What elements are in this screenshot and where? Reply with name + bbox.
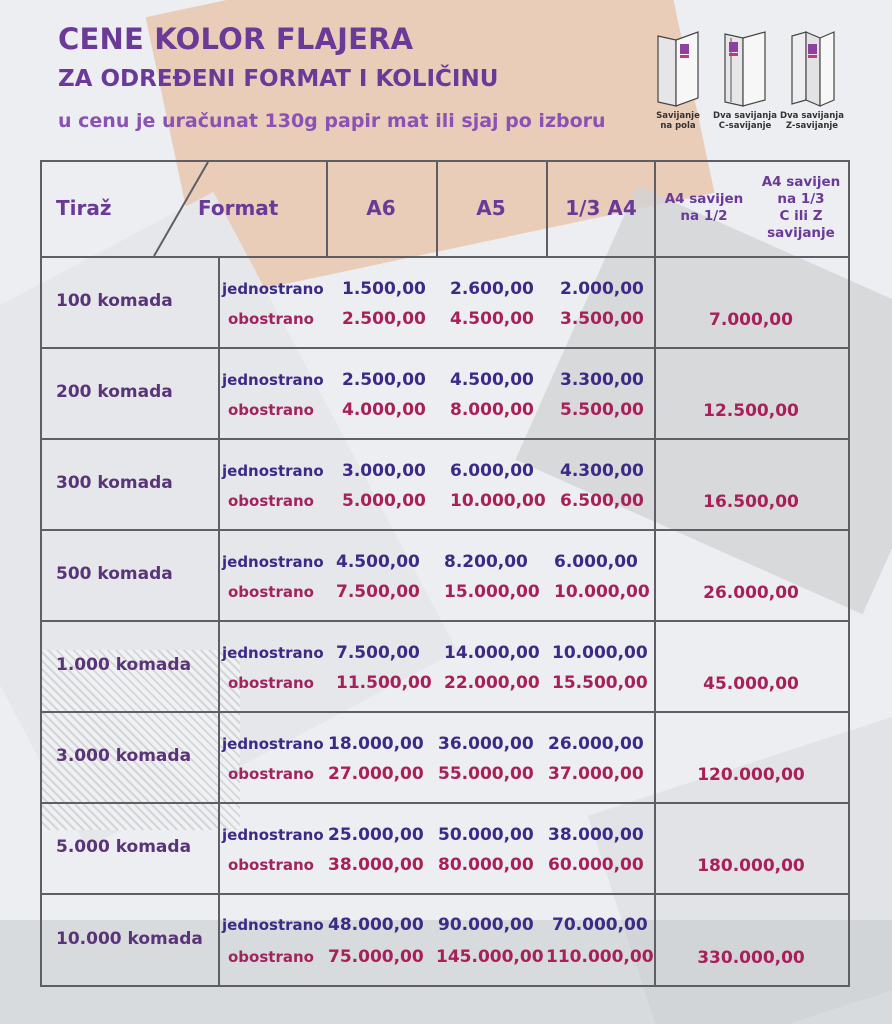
price-third-a4-double: 3.500,00 [560,309,644,329]
header-third-a4: 1/3 A4 [565,196,637,220]
table-row [40,895,850,985]
price-a4-folded: 16.500,00 [703,492,799,512]
quantity-label: 200 komada [56,382,173,402]
price-a5-single: 8.200,00 [444,552,528,572]
price-table [40,160,850,987]
fold-option-z [772,26,852,131]
price-a4-folded: 7.000,00 [709,310,793,330]
price-third-a4-single: 6.000,00 [554,552,638,572]
price-a5-double: 22.000,00 [444,673,540,693]
price-a5-single: 6.000,00 [450,461,534,481]
price-a6-single: 4.500,00 [336,552,420,572]
price-a5-double: 15.000,00 [444,582,540,602]
header-a4-half: A4 savijen na 1/2 [664,191,744,224]
price-a4-folded: 330.000,00 [697,948,805,968]
table-row [40,622,850,711]
half-fold-icon [654,26,702,108]
price-third-a4-single: 10.000,00 [552,643,648,663]
price-third-a4-single: 2.000,00 [560,279,644,299]
price-a6-single: 48.000,00 [328,915,424,935]
price-a4-folded: 120.000,00 [697,765,805,785]
paper-note: u cenu je uračunat 130g papir mat ili sjaj po izboru [58,110,606,132]
single-sided-label: jednostrano [222,735,324,753]
single-sided-label: jednostrano [222,644,324,662]
price-a5-double: 10.000,00 [450,491,546,511]
page-subtitle: ZA ODREĐENI FORMAT I KOLIČINU [58,66,499,92]
price-a5-single: 90.000,00 [438,915,534,935]
double-sided-label: obostrano [228,583,314,601]
price-a5-single: 50.000,00 [438,825,534,845]
header-format: Format [198,196,279,220]
double-sided-label: obostrano [228,310,314,328]
price-a6-double: 4.000,00 [342,400,426,420]
price-a6-double: 38.000,00 [328,855,424,875]
double-sided-label: obostrano [228,674,314,692]
fold-label: Dva savijanja C-savijanje [713,111,777,131]
quantity-label: 10.000 komada [56,929,203,949]
page-title: CENE KOLOR FLAJERA [58,22,414,56]
double-sided-label: obostrano [228,492,314,510]
price-third-a4-double: 5.500,00 [560,400,644,420]
price-third-a4-double: 110.000,00 [546,947,654,967]
price-third-a4-double: 6.500,00 [560,491,644,511]
table-row [40,531,850,620]
quantity-label: 5.000 komada [56,837,192,857]
quantity-label: 3.000 komada [56,746,192,766]
price-a6-double: 75.000,00 [328,947,424,967]
single-sided-label: jednostrano [222,371,324,389]
header-a4-third: A4 savijen na 1/3 C ili Z savijanje [761,174,841,241]
price-third-a4-double: 60.000,00 [548,855,644,875]
price-a5-double: 55.000,00 [438,764,534,784]
price-a6-single: 25.000,00 [328,825,424,845]
fold-label: Savijanje na pola [656,111,700,131]
price-third-a4-single: 70.000,00 [552,915,648,935]
double-sided-label: obostrano [228,765,314,783]
table-row [40,440,850,529]
price-a5-single: 4.500,00 [450,370,534,390]
price-a4-folded: 45.000,00 [703,674,799,694]
price-a6-single: 18.000,00 [328,734,424,754]
price-a6-single: 7.500,00 [336,643,420,663]
price-a4-folded: 26.000,00 [703,583,799,603]
quantity-label: 1.000 komada [56,655,192,675]
price-third-a4-double: 10.000,00 [554,582,650,602]
price-third-a4-double: 37.000,00 [548,764,644,784]
single-sided-label: jednostrano [222,916,324,934]
z-fold-icon [788,26,836,108]
price-a5-single: 36.000,00 [438,734,534,754]
price-a4-folded: 12.500,00 [703,401,799,421]
price-third-a4-double: 15.500,00 [552,673,648,693]
quantity-label: 100 komada [56,291,173,311]
quantity-label: 500 komada [56,564,173,584]
price-a5-double: 80.000,00 [438,855,534,875]
table-row [40,349,850,438]
price-a6-double: 11.500,00 [336,673,432,693]
price-a6-single: 3.000,00 [342,461,426,481]
header-a5: A5 [476,196,506,220]
single-sided-label: jednostrano [222,462,324,480]
double-sided-label: obostrano [228,856,314,874]
price-a6-single: 1.500,00 [342,279,426,299]
price-a5-double: 4.500,00 [450,309,534,329]
single-sided-label: jednostrano [222,553,324,571]
single-sided-label: jednostrano [222,280,324,298]
price-a5-double: 145.000,00 [436,947,544,967]
price-a6-double: 7.500,00 [336,582,420,602]
price-third-a4-single: 3.300,00 [560,370,644,390]
fold-label: Dva savijanja Z-savijanje [780,111,844,131]
price-a6-double: 2.500,00 [342,309,426,329]
price-a5-single: 14.000,00 [444,643,540,663]
price-third-a4-single: 26.000,00 [548,734,644,754]
price-a4-folded: 180.000,00 [697,856,805,876]
table-row [40,258,850,347]
single-sided-label: jednostrano [222,826,324,844]
table-row [40,713,850,802]
table-row [40,804,850,893]
double-sided-label: obostrano [228,948,314,966]
header-tiraz: Tiraž [56,196,112,220]
price-third-a4-single: 4.300,00 [560,461,644,481]
price-a6-double: 27.000,00 [328,764,424,784]
price-third-a4-single: 38.000,00 [548,825,644,845]
price-a5-single: 2.600,00 [450,279,534,299]
price-a5-double: 8.000,00 [450,400,534,420]
double-sided-label: obostrano [228,401,314,419]
c-fold-icon [721,26,769,108]
price-a6-single: 2.500,00 [342,370,426,390]
quantity-label: 300 komada [56,473,173,493]
header-a6: A6 [366,196,396,220]
price-a6-double: 5.000,00 [342,491,426,511]
